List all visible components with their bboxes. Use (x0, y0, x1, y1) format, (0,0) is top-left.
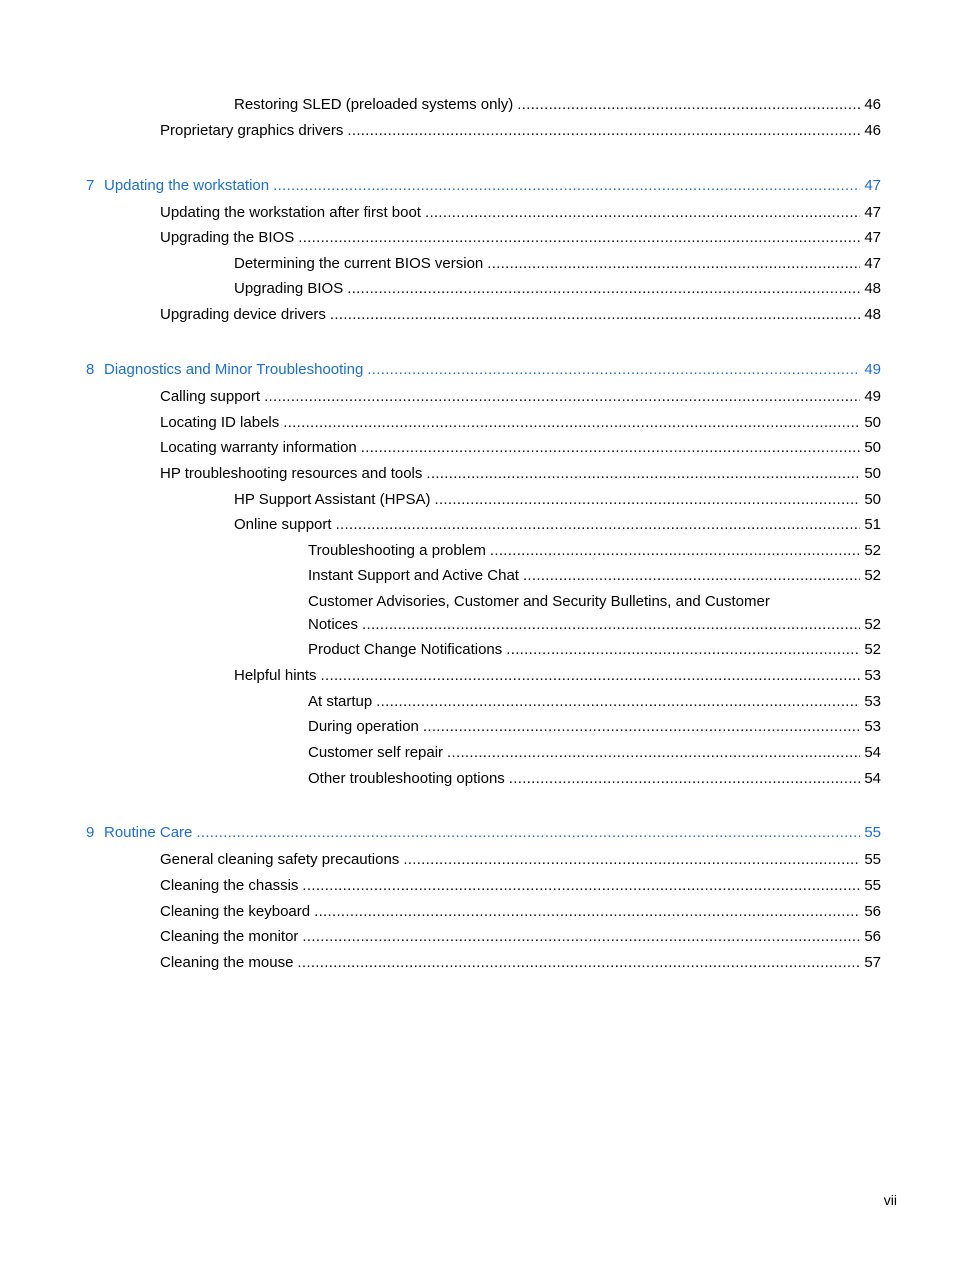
dot-leader (347, 279, 860, 299)
dot-leader (490, 541, 860, 561)
dot-leader (196, 823, 860, 843)
dot-leader (297, 953, 860, 973)
toc-entry-title: HP Support Assistant (HPSA) (234, 491, 431, 508)
toc-entry-page: 52 (864, 616, 881, 633)
toc-entry-title: Notices (308, 616, 359, 633)
toc-entry-title: Determining the current BIOS version (234, 255, 484, 272)
toc-entry-page: 52 (864, 641, 881, 658)
toc-entry-title: Restoring SLED (preloaded systems only) (234, 96, 514, 113)
toc-entry-title: Cleaning the mouse (160, 954, 294, 971)
chapter-page: 55 (864, 824, 881, 841)
toc-entry-page: 47 (864, 229, 881, 246)
toc-entry-title: HP troubleshooting resources and tools (160, 465, 423, 482)
dot-leader (347, 121, 860, 141)
toc-entry-customer-self-repair[interactable] (308, 743, 881, 763)
toc-entry-page: 49 (864, 388, 881, 405)
dot-leader (425, 203, 860, 223)
toc-entry-cleaning-the-keyboard[interactable] (160, 902, 881, 922)
toc-entry-page: 56 (864, 903, 881, 920)
chapter-link-7[interactable] (86, 176, 881, 196)
toc-entry-title: General cleaning safety precautions (160, 851, 400, 868)
toc-entry-upgrading-device-drivers[interactable] (160, 305, 881, 325)
toc-entry-page: 55 (864, 851, 881, 868)
toc-entry-title: During operation (308, 718, 419, 735)
dot-leader (298, 228, 860, 248)
toc-entry-during-operation[interactable] (308, 717, 881, 737)
chapter-page: 47 (864, 177, 881, 194)
chapter-title: Updating the workstation (104, 177, 270, 194)
chapter-page: 49 (864, 361, 881, 378)
toc-entry-page: 50 (864, 439, 881, 456)
toc-entry-title: Cleaning the chassis (160, 877, 299, 894)
toc-entry-upgrading-bios[interactable] (234, 279, 881, 299)
dot-leader (517, 95, 860, 115)
toc-entry-page: 47 (864, 255, 881, 272)
dot-leader (362, 615, 860, 635)
toc-entry-online-support[interactable] (234, 515, 881, 535)
toc-entry-restoring-sled[interactable] (234, 95, 881, 115)
dot-leader (434, 490, 860, 510)
toc-entry-title: Upgrading device drivers (160, 306, 326, 323)
toc-entry-title: Online support (234, 516, 332, 533)
dot-leader (423, 717, 860, 737)
toc-entry-hp-troubleshooting-resources[interactable] (160, 464, 881, 484)
toc-entry-product-change-notifications[interactable] (308, 640, 881, 660)
dot-leader (361, 438, 861, 458)
toc-entry-title: Upgrading the BIOS (160, 229, 295, 246)
toc-entry-page: 46 (864, 96, 881, 113)
toc-entry-page: 54 (864, 770, 881, 787)
toc-entry-title: Helpful hints (234, 667, 317, 684)
toc-entry-title: Product Change Notifications (308, 641, 503, 658)
toc-entry-title: Updating the workstation after first boot (160, 204, 421, 221)
toc-entry-page: 53 (864, 718, 881, 735)
toc-entry-title: Instant Support and Active Chat (308, 567, 519, 584)
toc-entry-title: Locating warranty information (160, 439, 357, 456)
dot-leader (302, 927, 860, 947)
dot-leader (487, 254, 860, 274)
toc-entry-title: Cleaning the keyboard (160, 903, 311, 920)
toc-entry-title: Troubleshooting a problem (308, 542, 486, 559)
toc-entry-other-troubleshooting-options[interactable] (308, 769, 881, 789)
dot-leader (426, 464, 860, 484)
toc-entry-cleaning-the-mouse[interactable] (160, 953, 881, 973)
dot-leader (283, 413, 860, 433)
chapter-link-8[interactable] (86, 360, 881, 380)
dot-leader (314, 902, 860, 922)
dot-leader (506, 640, 860, 660)
toc-entry-title: Upgrading BIOS (234, 280, 344, 297)
toc-entry-upgrading-the-bios[interactable] (160, 228, 881, 248)
dot-leader (321, 666, 861, 686)
toc-entry-at-startup[interactable] (308, 692, 881, 712)
toc-entry-general-cleaning-safety[interactable] (160, 850, 881, 870)
toc-entry-title: Proprietary graphics drivers (160, 122, 344, 139)
toc-entry-title: Customer self repair (308, 744, 444, 761)
toc-entry-hp-support-assistant[interactable] (234, 490, 881, 510)
toc-entry-page: 52 (864, 542, 881, 559)
toc-entry-instant-support-active-chat[interactable] (308, 566, 881, 586)
toc-entry-title: Calling support (160, 388, 261, 405)
dot-leader (376, 692, 860, 712)
toc-entry-page: 51 (864, 516, 881, 533)
toc-entry-page: 53 (864, 693, 881, 710)
toc-entry-proprietary-graphics-drivers[interactable] (160, 121, 881, 141)
toc-entry-page: 50 (864, 465, 881, 482)
toc-entry-locating-warranty-information[interactable] (160, 438, 881, 458)
chapter-number: 9 (86, 824, 95, 841)
dot-leader (523, 566, 860, 586)
dot-leader (447, 743, 860, 763)
dot-leader (302, 876, 860, 896)
dot-leader (264, 387, 860, 407)
toc-entry-customer-advisories-line1[interactable]: Customer Advisories, Customer and Security Bulletins, and Customer (308, 593, 770, 610)
toc-entry-page: 48 (864, 306, 881, 323)
chapter-title: Routine Care (104, 824, 193, 841)
dot-leader (336, 515, 861, 535)
toc-entry-title: Cleaning the monitor (160, 928, 299, 945)
dot-leader (403, 850, 860, 870)
chapter-number: 8 (86, 361, 95, 378)
toc-entry-helpful-hints[interactable] (234, 666, 881, 686)
toc-entry-customer-advisories[interactable] (308, 615, 881, 635)
toc-entry-determining-bios-version[interactable] (234, 254, 881, 274)
toc-entry-updating-after-first-boot[interactable] (160, 203, 881, 223)
toc-entry-page: 50 (864, 414, 881, 431)
toc-entry-page: 46 (864, 122, 881, 139)
toc-entry-troubleshooting-a-problem[interactable] (308, 541, 881, 561)
dot-leader (330, 305, 860, 325)
toc-entry-calling-support[interactable] (160, 387, 881, 407)
chapter-number: 7 (86, 177, 95, 194)
toc-entry-page: 55 (864, 877, 881, 894)
toc-entry-page: 50 (864, 491, 881, 508)
toc-entry-cleaning-the-chassis[interactable] (160, 876, 881, 896)
dot-leader (273, 176, 860, 196)
chapter-link-9[interactable] (86, 823, 881, 843)
toc-entry-page: 47 (864, 204, 881, 221)
footer-page-number: vii (883, 1192, 897, 1208)
toc-entry-page: 56 (864, 928, 881, 945)
toc-entry-page: 52 (864, 567, 881, 584)
toc-entry-title: Locating ID labels (160, 414, 280, 431)
chapter-title: Diagnostics and Minor Troubleshooting (104, 361, 364, 378)
toc-entry-page: 48 (864, 280, 881, 297)
toc-entry-page: 54 (864, 744, 881, 761)
toc-entry-title: Other troubleshooting options (308, 770, 505, 787)
dot-leader (509, 769, 861, 789)
toc-entry-locating-id-labels[interactable] (160, 413, 881, 433)
toc-entry-cleaning-the-monitor[interactable] (160, 927, 881, 947)
toc-entry-page: 53 (864, 667, 881, 684)
toc-entry-title: At startup (308, 693, 373, 710)
dot-leader (367, 360, 860, 380)
toc-entry-page: 57 (864, 954, 881, 971)
